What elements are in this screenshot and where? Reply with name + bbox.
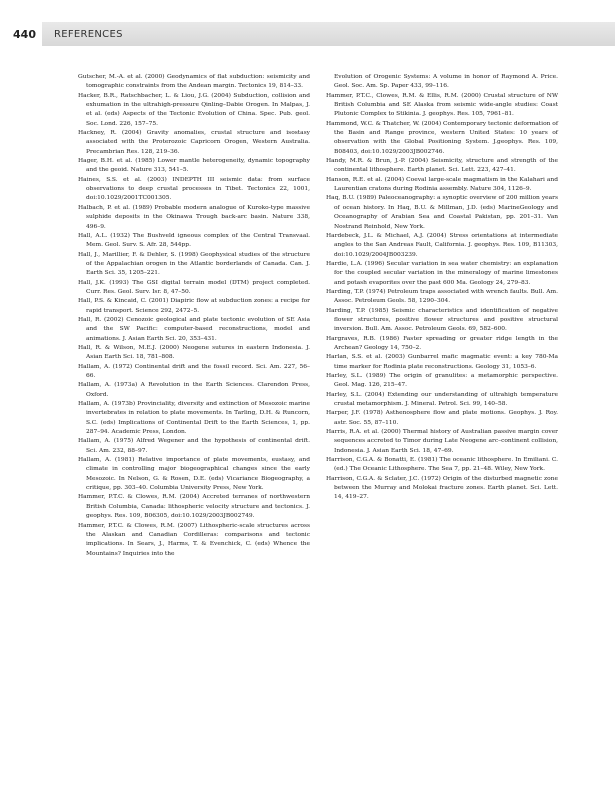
reference-entry: Hall, R. (2002) Cenozoic geological and plate tectonic evolution of SE Asia and the SW Pacific: computer-based reconstructions, model and animations. J. Asian Earth Sci. 20, 353–431.: [78, 316, 310, 342]
reference-entry: Hallam, A. (1973a) A Revolution in the Earth Sciences. Clarendon Press, Oxford.: [78, 382, 310, 398]
reference-entry: Hammond, W.C. & Thatcher, W. (2004) Contemporary tectonic deformation of the Basin and Range province, western United States: 10 years of observation with the Global Positioning System. J.geophys. Res. 109, B08403, doi:10.1029/2003JB002746.: [326, 120, 559, 155]
running-head-title: REFERENCES: [54, 28, 123, 40]
reference-entry-continued: Evolution of Orogenic Systems: A volume in honor of Raymond A. Price. Geol. Soc. Am. Sp. Paper 433, 99–116.: [334, 74, 558, 90]
reference-entry: Harley, S.L. (2004) Extending our understanding of ultrahigh temperature crustal metamorphism. J. Mineral. Petrol. Sci. 99, 140–58.: [326, 391, 558, 408]
reference-entry: Hallam, A. (1981) Relative importance of plate movements, eustasy, and climate in controlling major biogeographical changes since the early Mesozoic. In Nelson, G. & Rosen, D.E. (eds) Vicariance Biogeography, a critique, pp. 303–40. Columbia University Press, New York.: [78, 457, 310, 492]
reference-entry: Hanson, R.E. et al. (2004) Coeval large-scale magmatism in the Kalahari and Laurentian cratons during Rodinia assembly. Nature 304, 1126–9.: [326, 176, 558, 193]
left-column: [78, 73, 310, 559]
reference-entry: Hall, P.S. & Kincaid, C. (2001) Diapiric flow at subduction zones: a recipe for rapid transport. Science 292, 2472–5.: [78, 298, 310, 314]
reference-entry: Hackney, R. (2004) Gravity anomalies, crustal structure and isostasy associated with the Proterozoic Capricorn Orogen, Western Australia. Precambrian Res. 128, 219–36.: [78, 130, 310, 155]
reference-entry: Hardie, L.A. (1996) Secular variation in sea water chemistry: an explanation for the coupled secular variation in the mineralogy of marine limestones and potash evaporites over the past 600 Ma. Geology 24, 279–83.: [326, 260, 558, 286]
reference-entry: Hammer, P.T.C. & Clowes, R.M. (2004) Accreted terranes of northwestern British Columbia, Canada: lithospheric velocity structure and tectonics. J. geophys. Res. 109, B06305, doi:10.1029/2003JB002749.: [78, 494, 310, 520]
reference-entry: Harding, T.P. (1974) Petroleum traps associated with wrench faults. Bull. Am. Assoc. Petroleum Geols. 58, 1290–304.: [326, 288, 558, 305]
reference-entry: Hammer, P.T.C. & Clowes, R.M. (2007) Lithospheric-scale structures across the Alaskan and Canadian Cordilleras: comparisons and tectonic implications. In Sears, J., Harms, T. & Evenchick, C. (eds) Whence the Mountains? Inquiries into the: [78, 522, 310, 557]
reference-entry: Hardebeck, J.L. & Michael, A.J. (2004) Stress orientations at intermediate angles to the San Andreas Fault, California. J. geophys. Res. 109, B11303, doi:10.1029/2004JB003239.: [326, 232, 558, 258]
references-columns: [78, 73, 558, 559]
reference-entry: Hall, A.L. (1932) The Bushveld igneous complex of the Central Transvaal. Mem. Geol. Surv. S. Afr. 28, 544pp.: [78, 232, 310, 249]
reference-entry: Haines, S.S. et al. (2003) INDEPTH III seismic data: from surface observations to deep crustal processes in Tibet. Tectonics 22, 1001, doi:10.1029/2001TC001305.: [78, 176, 310, 202]
reference-entry: Hall, J., Marillier, F. & Dehler, S. (1998) Geophysical studies of the structure of the Appalachian orogen in the Atlantic borderlands of Canada. Can. J. Earth Sci. 35, 1205–221.: [78, 251, 310, 277]
reference-entry: Harris, R.A. et al. (2000) Thermal history of Australian passive margin cover sequences accreted to Timor during Late Neogene arc–continent collision, Indonesia. J. Asian Earth Sci. 18, 47–69.: [326, 429, 558, 454]
reference-entry: Hallam, A. (1975) Alfred Wegener and the hypothesis of continental drift. Sci. Am. 232, 88–97.: [78, 438, 310, 454]
reference-entry: Harrison, C.G.A. & Sclater, J.C. (1972) Origin of the disturbed magnetic zone between the Murray and Molokai fracture zones. Earth planet. Sci. Lett. 14, 419–27.: [326, 475, 558, 501]
reference-entry: Hallam, A. (1972) Continental drift and the fossil record. Sci. Am. 227, 56–66.: [78, 363, 310, 379]
reference-entry: Hallam, A. (1973b) Provinciality, diversity and extinction of Mesozoic marine invertebrates in relation to plate movements. In Tarling, D.H. & Runcorn, S.C. (eds) Implications of Continental Drift to the Earth Sciences, 1, pp. 287–94. Academic Press, London.: [78, 401, 310, 436]
reference-entry: Hammer, P.T.C., Clowes, R.M. & Ellis, R.M. (2000) Crustal structure of NW British Columbia and SE Alaska from seismic wide-angle studies: Coast Plutonic Complex to Stikinia. J. geophys. Res. 105, 7961–81.: [326, 92, 558, 118]
page-number: 440: [0, 22, 42, 46]
reference-entry: Harrison, C.G.A. & Bonatti, E. (1981) The oceanic lithosphere. In Emiliani. C. (ed.) The Oceanic Lithosphere. The Sea 7, pp. 21–48. Wiley, New York.: [326, 457, 558, 473]
reference-entry: Hager, B.H. et al. (1985) Lower mantle heterogeneity, dynamic topography and the geoid. Nature 313, 541–5.: [78, 158, 310, 174]
reference-entry: Hall, J.K. (1993) The GSI digital terrain model (DTM) project completed. Curr. Res. Geol. Surv. Isr. 8, 47–50.: [78, 279, 310, 295]
reference-entry: Hargraves, R.B. (1986) Faster spreading or greater ridge length in the Archean? Geology 14, 750–2.: [326, 335, 558, 351]
reference-entry: Hacker, B.R., Ratschbacher, L. & Liou, J.G. (2004) Subduction, collision and exhumation in the ultrahigh-pressure Qinling–Dabie Orogen. In Malpas, J. et al. (eds) Aspects of the Tectonic Evolution of China. Spec. Pub. geol. Soc. Lond. 226, 157–75.: [78, 92, 310, 127]
page-header: [0, 22, 615, 46]
reference-entry: Halbach, P. et al. (1989) Probable modern analogue of Kuroko-type massive sulphide deposits in the Okinawa Trough back-arc basin. Nature 338, 496–9.: [78, 204, 310, 230]
reference-entry: Hall, R. & Wilson, M.E.J. (2000) Neogene sutures in eastern Indonesia. J. Asian Earth Sci. 18, 781–808.: [78, 344, 310, 361]
reference-entry: Gutscher, M.-A. et al. (2000) Geodynamics of flat subduction: seismicity and tomographic constraints from the Andean margin. Tectonics 19, 814–33.: [78, 74, 310, 90]
reference-entry: Harley, S.L. (1989) The origin of granulites: a metamorphic perspective. Geol. Mag. 126, 215–47.: [326, 373, 558, 389]
reference-entry: Harper, J.F. (1978) Asthenosphere flow and plate motions. Geophys. J. Roy. astr. Soc. 55, 87–110.: [326, 410, 558, 426]
reference-entry: Handy, M.R. & Brun, J.-P. (2004) Seismicity, structure and strength of the continental lithosphere. Earth planet. Sci. Lett. 223, 427–41.: [326, 158, 558, 174]
reference-entry: Harding, T.P. (1985) Seismic characteristics and identification of negative flower structures, positive flower structures and positive structural inversion. Bull. Am. Assoc. Petroleum Geols. 69, 582–600.: [326, 307, 558, 333]
reference-entry: Harlan, S.S. et al. (2003) Gunbarrel mafic magmatic event: a key 780-Ma time marker for Rodinia plate reconstructions. Geology 31, 1053–6.: [326, 354, 558, 370]
reference-entry: Haq, B.U. (1989) Paleoceanography: a synoptic overview of 200 million years of ocean history. In Haq, B.U. & Millman, J.D. (eds) MarineGeology and Oceanography of Arabian Sea and Coastal Pakistan, pp. 201–31. Van Nostrand Reinhold, New York.: [326, 195, 558, 230]
right-column: [326, 73, 558, 559]
